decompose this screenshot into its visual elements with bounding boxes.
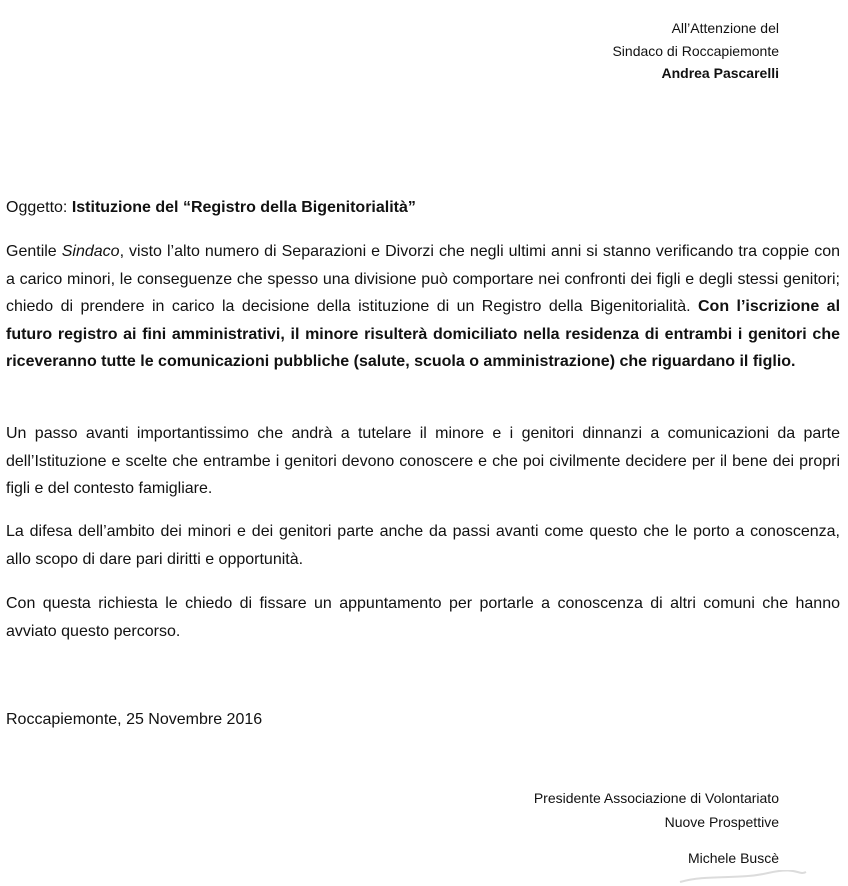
greeting: Gentile	[6, 243, 57, 260]
paragraph-appointment: Con questa richiesta le chiedo di fissare un appuntamento per portarle a conoscenza di altri comuni che hanno avviato questo percorso.	[6, 595, 840, 640]
signature-name: Michele Buscè	[687, 850, 779, 866]
subject-line	[6, 198, 416, 218]
signature-organization: Nuove Prospettive	[664, 814, 779, 830]
greeting-title: Sindaco	[61, 243, 120, 260]
signature-block	[534, 786, 779, 870]
signature-role: Presidente Associazione di Volontariato	[533, 790, 779, 806]
date-line: Roccapiemonte, 25 Novembre 2016	[6, 711, 263, 728]
paragraph-request	[6, 238, 840, 376]
scan-smudge	[678, 870, 808, 884]
subject-label: Oggetto:	[6, 199, 68, 216]
paragraph-importance: Un passo avanti importantissimo che andrà a tutelare il minore e i genitori dinnanzi a comunicazioni da parte dell’Istituzione e scelte che entrambe i genitori devono conoscere e che poi civilmente decidere per il bene dei propri figli e del contesto famigliare.	[6, 425, 840, 497]
addressee-line-office: Sindaco di Roccapiemonte	[612, 42, 779, 59]
addressee-block	[612, 17, 779, 85]
paragraph-request-text: , visto l’alto numero di Separazioni e Divorzi che negli ultimi anni si stanno verificando tra coppie con a carico minori, le conseguenze che spesso una divisione può comportare nei confronti dei figli e degli stessi genitori; chiedo di prendere in carico la decisione della istituzione di un Registro della Bigenitorialità.	[6, 243, 840, 315]
subject-text: Istituzione del “Registro della Bigenitorialità”	[71, 199, 416, 216]
addressee-name: Andrea Pascarelli	[661, 65, 779, 81]
paragraph-defense: La difesa dell’ambito dei minori e dei genitori parte anche da passi avanti come questo che le porto a conoscenza, allo scopo di dare pari diritti e opportunità.	[6, 523, 840, 568]
addressee-line-attention: All’Attenzione del	[671, 20, 779, 36]
paragraph-request-bold: Con l’iscrizione al futuro registro ai fini amministrativi, il minore risulterà domiciliato nella residenza di entrambi i genitori che riceveranno tutte le comunicazioni pubbliche (salute, scuola o amministrazione) che riguardano il figlio.	[6, 298, 841, 370]
